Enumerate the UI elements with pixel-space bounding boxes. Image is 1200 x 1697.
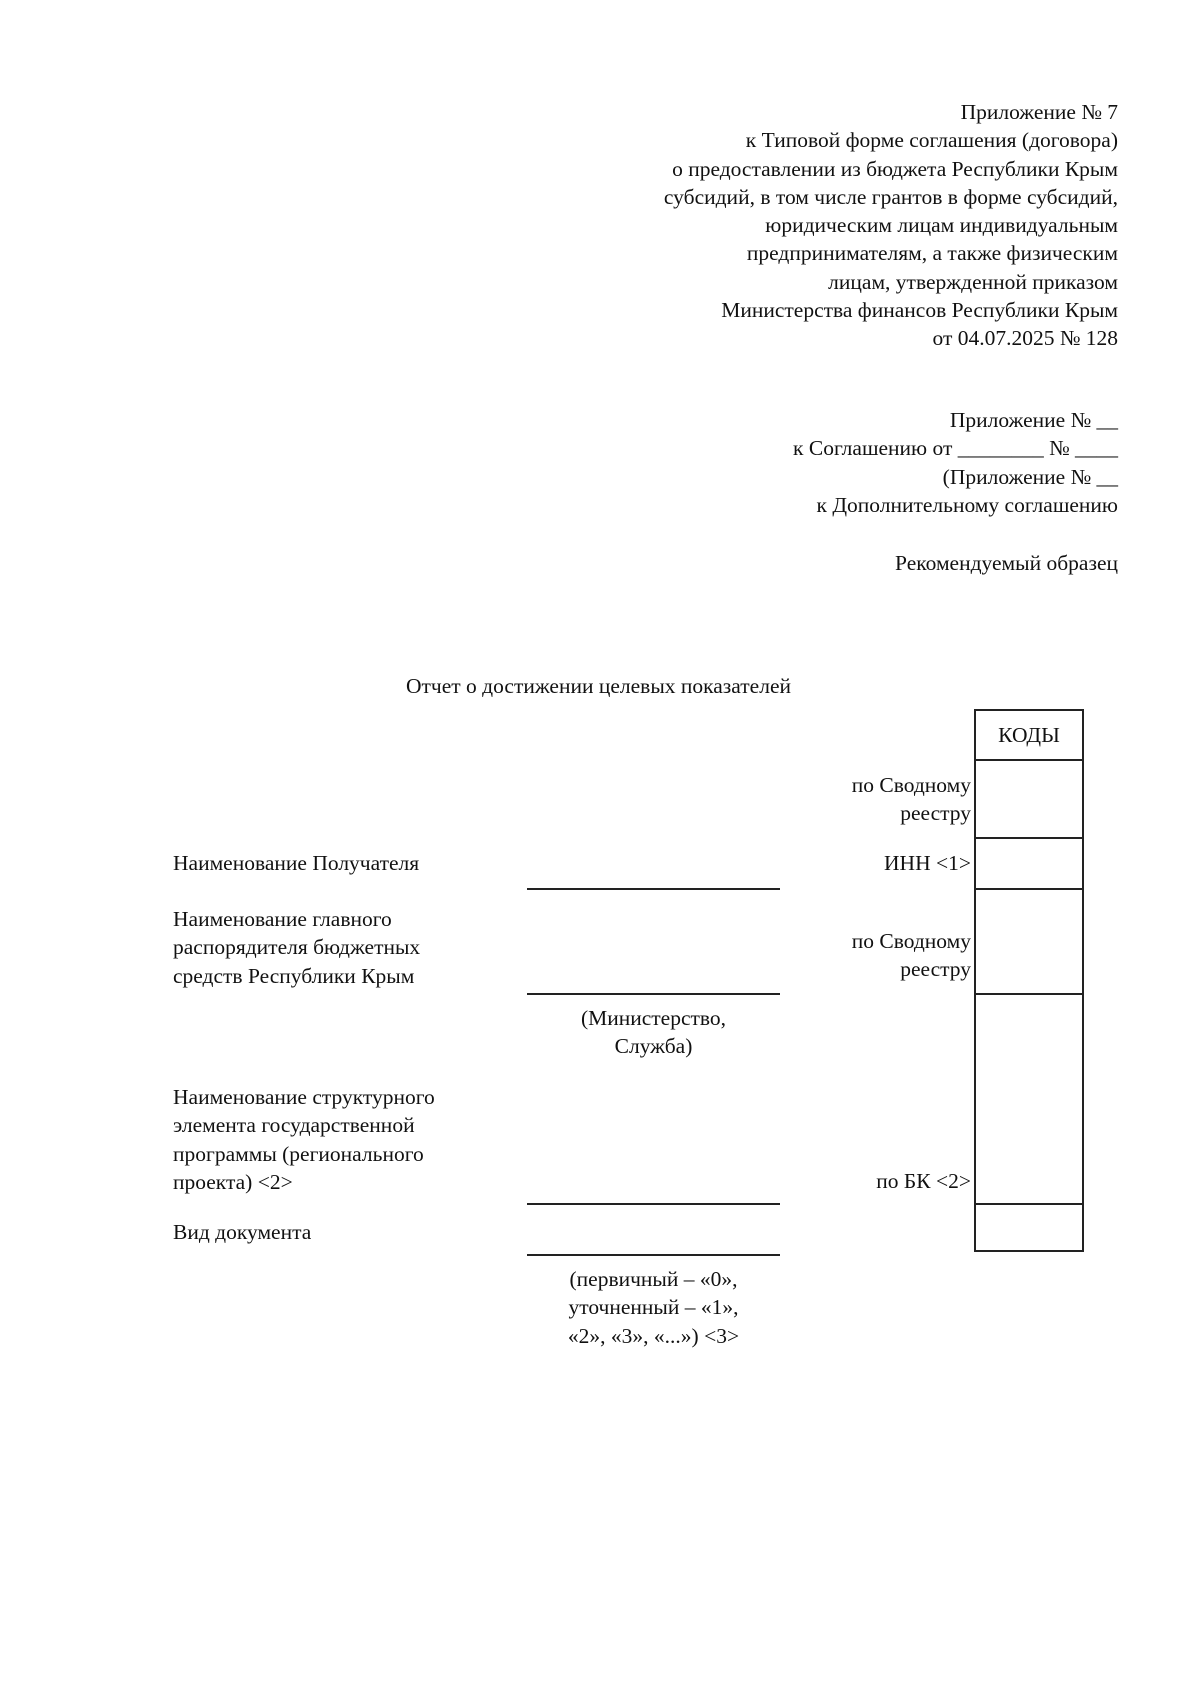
- appendix-header-line: Министерства финансов Республики Крым: [721, 298, 1118, 323]
- recipient-name-field[interactable]: [527, 888, 780, 890]
- structural-element-label: [173, 1083, 435, 1196]
- registry-code-label-line: по Сводному: [851, 773, 971, 797]
- agreement-header-line: к Дополнительному соглашению: [816, 492, 1118, 517]
- chief-administrator-label: [173, 905, 420, 990]
- appendix-header-line: лицам, утвержденной приказом: [828, 269, 1118, 294]
- registry-code-label-line: реестру: [900, 957, 971, 982]
- chief-administrator-field[interactable]: [527, 993, 780, 995]
- structural-element-label-line: элемента государственной: [173, 1113, 415, 1138]
- registry-code-label-line: по Сводному: [851, 929, 971, 953]
- chief-administrator-label-line: распорядителя бюджетных: [173, 935, 421, 960]
- recipient-name-label: Наименование Получателя: [173, 851, 420, 875]
- registry-code-label: [852, 771, 971, 828]
- structural-element-label-line: программы (регионального: [173, 1141, 424, 1166]
- agreement-header: [793, 406, 1118, 519]
- bk-code-label: по БК <2>: [876, 1169, 971, 1193]
- appendix-header-line: предпринимателям, а также физическим: [746, 241, 1118, 266]
- structural-element-label-line: проекта) <2>: [173, 1169, 293, 1194]
- document-type-hint-line: «2», «3», «...») <3>: [567, 1323, 740, 1348]
- inn-code-label: ИНН <1>: [884, 851, 971, 875]
- structural-element-field[interactable]: [527, 1203, 780, 1205]
- chief-administrator-hint-line: (Министерство,: [580, 1006, 727, 1030]
- chief-administrator-hint: [527, 1004, 780, 1061]
- registry-code-cell-2[interactable]: [976, 890, 1082, 995]
- document-type-hint-line: уточненный – «1»,: [568, 1295, 739, 1320]
- codes-header: КОДЫ: [998, 722, 1060, 747]
- chief-administrator-hint-line: Служба): [614, 1034, 693, 1059]
- document-type-label: Вид документа: [173, 1220, 312, 1244]
- structural-element-label-line: Наименование структурного: [173, 1085, 435, 1109]
- appendix-header-line: субсидий, в том числе грантов в форме субсидий,: [663, 184, 1118, 209]
- appendix-header-line: от 04.07.2025 № 128: [932, 326, 1118, 351]
- inn-code-cell[interactable]: [976, 839, 1082, 890]
- codes-table: [974, 709, 1084, 1252]
- appendix-header-line: юридическим лицам индивидуальным: [765, 213, 1118, 238]
- agreement-header-line: к Соглашению от ________ № ____: [793, 436, 1118, 461]
- chief-administrator-label-line: средств Республики Крым: [173, 963, 415, 988]
- sample-label: Рекомендуемый образец: [895, 551, 1118, 575]
- document-type-hint: [527, 1265, 780, 1350]
- registry-code-cell[interactable]: [976, 761, 1082, 839]
- codes-header-cell: [976, 711, 1082, 761]
- agreement-header-line: (Приложение № __: [942, 464, 1118, 489]
- appendix-header-line: о предоставлении из бюджета Республики Крым: [672, 156, 1118, 181]
- registry-code-label-2: [852, 927, 971, 984]
- bk-code-cell[interactable]: [976, 995, 1082, 1205]
- chief-administrator-label-line: Наименование главного: [173, 907, 392, 931]
- document-type-hint-line: (первичный – «0»,: [569, 1267, 738, 1291]
- appendix-header: [664, 98, 1118, 353]
- appendix-header-line: Приложение № 7: [960, 100, 1118, 124]
- agreement-header-line: Приложение № __: [949, 408, 1118, 432]
- document-type-code-cell[interactable]: [976, 1205, 1082, 1250]
- appendix-header-line: к Типовой форме соглашения (договора): [745, 128, 1118, 153]
- registry-code-label-line: реестру: [900, 801, 971, 826]
- report-title: Отчет о достижении целевых показателей: [406, 674, 792, 698]
- document-type-field[interactable]: [527, 1254, 780, 1256]
